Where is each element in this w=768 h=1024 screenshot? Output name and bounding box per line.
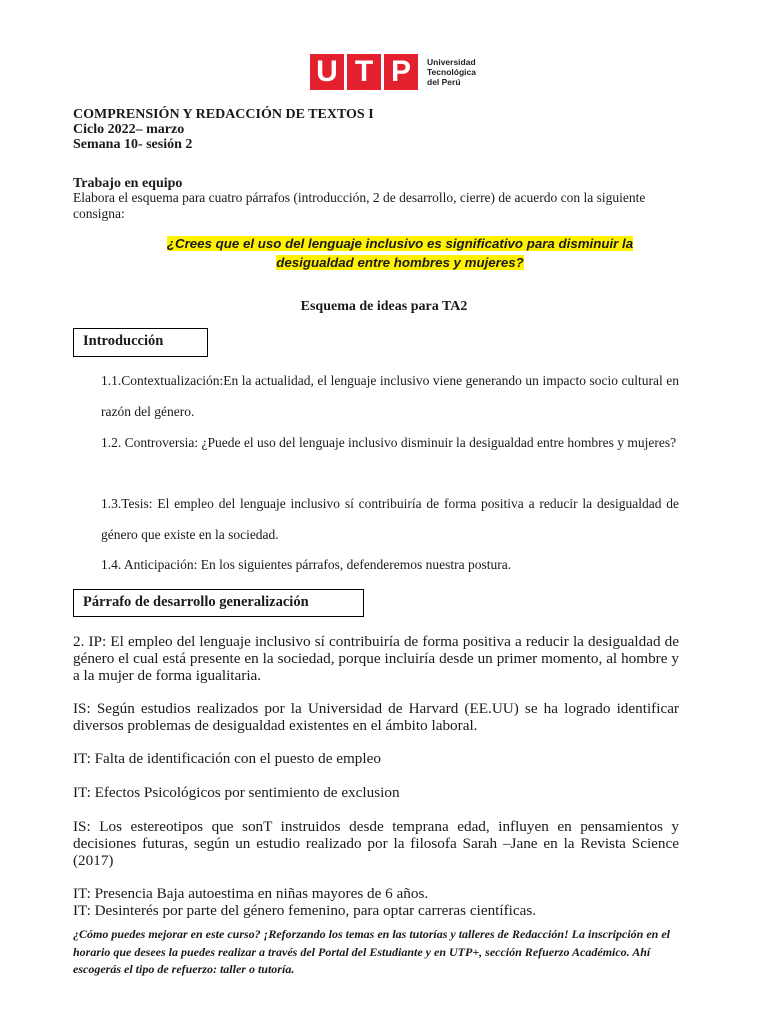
development-heading-box: Párrafo de desarrollo generalización (73, 589, 364, 617)
development-main-idea: 2. IP: El empleo del lenguaje inclusivo sí contribuiría de forma positiva a reducir la desigualdad de género el cual está presente en la sociedad, porque incluiría desde un primer momento, al hombre y a la mujer de forma igualitaria. (73, 633, 679, 684)
question-line-2: desigualdad entre hombres y mujeres? (276, 255, 524, 270)
development-secondary-idea-2: IS: Los estereotipos que sonT instruidos desde temprana edad, influyen en pensamientos y decisiones futuras, según un estudio realizado por la filosofa Sarah –Jane en la Revista Science (2017) (73, 818, 679, 869)
intro-item-thesis: 1.3.Tesis: El empleo del lenguaje inclusivo sí contribuiría de forma positiva a reducir la desigualdad de género que existe en la sociedad. (101, 496, 679, 542)
question-line-1: ¿Crees que el uso del lenguaje inclusivo es significativo para disminuir la (166, 236, 634, 251)
intro-item-anticipation: 1.4. Anticipación: En los siguientes párrafos, defenderemos nuestra postura. (101, 557, 512, 572)
intro-item-contextualization: 1.1.Contextualización:En la actualidad, el lenguaje inclusivo viene generando un impacto socio cultural en razón del género. (101, 373, 679, 419)
intro-item-controversy: 1.2. Controversia: ¿Puede el uso del lenguaje inclusivo disminuir la desigualdad entre hombres y mujeres? (101, 435, 677, 450)
logo-university-name: Universidad Tecnológica del Perú (427, 57, 476, 87)
task-instruction: Elabora el esquema para cuatro párrafos (introducción, 2 de desarrollo, cierre) de acuerdo con la siguiente consigna: (73, 190, 646, 221)
guiding-question (140, 234, 660, 272)
course-title: COMPRENSIÓN Y REDACCIÓN DE TEXTOS I (73, 107, 374, 122)
logo-letter-u: U (310, 54, 344, 90)
intro-heading-box: Introducción (73, 328, 208, 357)
development-tertiary-idea-4: IT: Desinterés por parte del género femenino, para optar carreras científicas. (73, 902, 537, 919)
development-tertiary-idea-2: IT: Efectos Psicológicos por sentimiento de exclusion (73, 784, 400, 801)
logo-letter-p: P (384, 54, 418, 90)
schema-title: Esquema de ideas para TA2 (300, 299, 468, 314)
development-tertiary-idea-3: IT: Presencia Baja autoestima en niñas mayores de 6 años. (73, 885, 429, 902)
course-cycle: Ciclo 2022– marzo (73, 122, 185, 137)
course-week: Semana 10- sesión 2 (73, 137, 193, 152)
task-title: Trabajo en equipo (73, 176, 183, 191)
development-secondary-idea-1: IS: Según estudios realizados por la Universidad de Harvard (EE.UU) se ha logrado identificar diversos problemas de desigualdad existentes en el ámbito laboral. (73, 700, 679, 734)
development-tertiary-idea-1: IT: Falta de identificación con el puesto de empleo (73, 750, 381, 767)
utp-logo (310, 54, 476, 90)
logo-letter-t: T (347, 54, 381, 90)
footer-note: ¿Cómo puedes mejorar en este curso? ¡Reforzando los temas en las tutorías y talleres de Redacción! La inscripción en el horario que desees la puedes realizar a través del Portal del Estudiante y en UTP+, sección Refuerzo Académico. Ahí escogerás el tipo de refuerzo: taller o tutoría. (73, 927, 670, 976)
